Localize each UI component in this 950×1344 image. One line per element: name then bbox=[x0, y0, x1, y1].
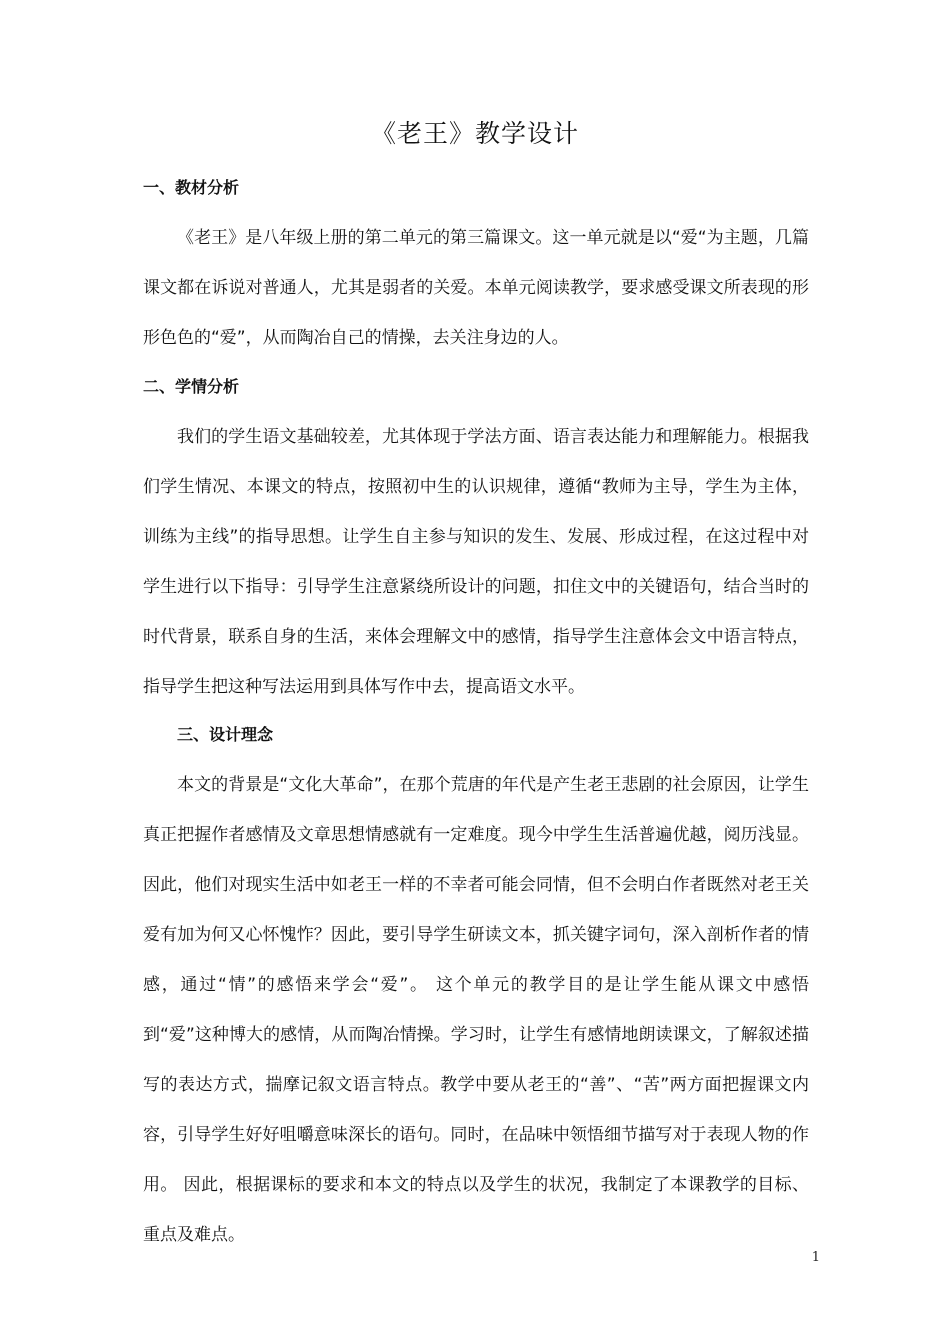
document-title: 《老王》教学设计 bbox=[370, 119, 579, 148]
section-heading-design-concept: 三、设计理念 bbox=[177, 725, 274, 744]
section-body-textbook-analysis: 《老王》是八年级上册的第二单元的第三篇课文。这一单元就是以“爱“为主题，几篇课文都在诉说对普通人，尤其是弱者的关爱。本单元阅读教学，要求感受课文所表现的形形色色的“爱”，从而陶冶自己的情操，去关注身边的人。 bbox=[143, 228, 809, 348]
section-heading-textbook-analysis: 一、教材分析 bbox=[143, 178, 240, 197]
section-body-student-analysis: 我们的学生语文基础较差，尤其体现于学法方面、语言表达能力和理解能力。根据我们学生情况、本课文的特点，按照初中生的认识规律，遵循“教师为主导，学生为主体，训练为主线”的指导思想。让学生自主参与知识的发生、发展、形成过程，在这过程中对学生进行以下指导：引导学生注意紧绕所设计的问题，扣住文中的关键语句，结合当时的时代背景，联系自身的生活，来体会理解文中的感情，指导学生注意体会文中语言特点，指导学生把这种写法运用到具体写作中去，提高语文水平。 bbox=[143, 427, 809, 697]
page-number: 1 bbox=[811, 1250, 820, 1265]
section-heading-student-analysis: 二、学情分析 bbox=[143, 377, 240, 396]
section-body-design-concept: 本文的背景是“文化大革命”，在那个荒唐的年代是产生老王悲剧的社会原因，让学生真正把握作者感情及文章思想情感就有一定难度。现今中学生生活普遍优越，阅历浅显。因此，他们对现实生活中如老王一样的不幸者可能会同情，但不会明白作者既然对老王关爱有加为何又心怀愧怍？因此，要引导学生研读文本，抓关键字词句，深入剖析作者的情感，通过“情”的感悟来学会“爱”。 这个单元的教学目的是让学生能从课文中感悟到“爱”这种博大的感情，从而陶冶情操。学习时，让学生有感情地朗读课文，了解叙述描写的表达方式，揣摩记叙文语言特点。教学中要从老王的“善”、“苦”两方面把握课文内容，引导学生好好咀嚼意味深长的语句。同时，在品味中领悟细节描写对于表现人物的作用。 因此，根据课标的要求和本文的特点以及学生的状况，我制定了本课教学的目标、重点及难点。 bbox=[143, 775, 809, 1245]
